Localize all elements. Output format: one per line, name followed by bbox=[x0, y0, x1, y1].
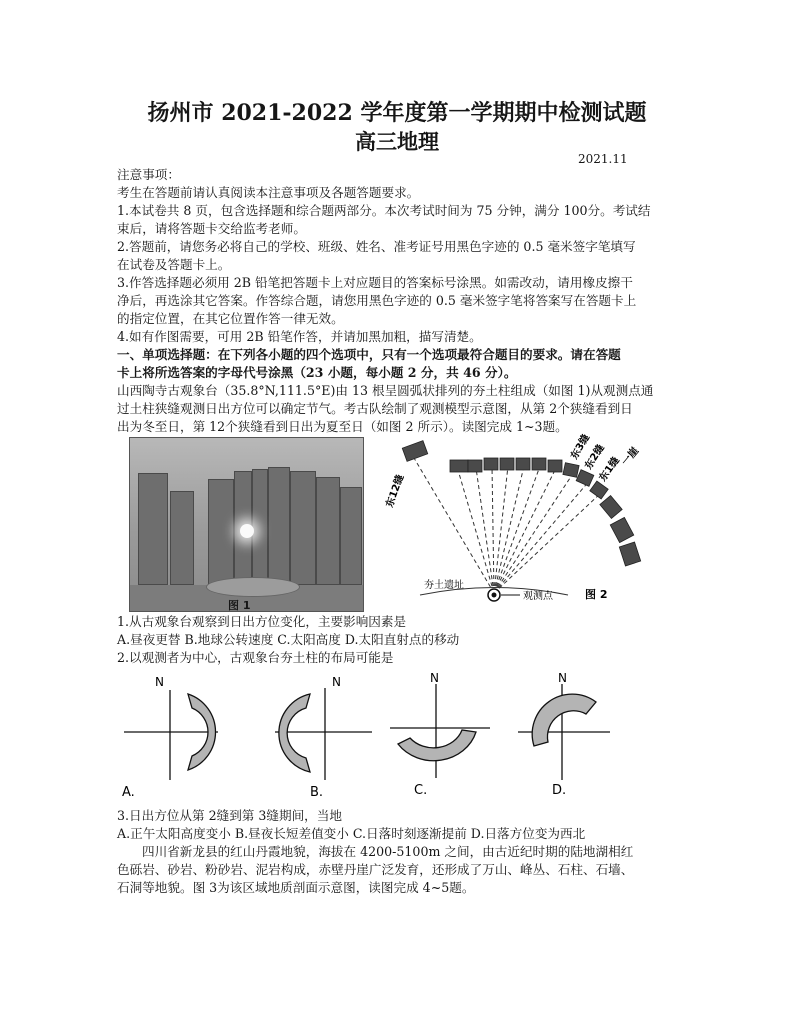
question-1-options: A.昼夜更替 B.地球公转速度 C.太阳高度 D.太阳直射点的移动 bbox=[117, 632, 460, 647]
observation-platform bbox=[206, 577, 300, 597]
question-1-stem: 1.从古观象台观察到日出方位变化，主要影响因素是 bbox=[117, 614, 407, 629]
pillar-blocks bbox=[402, 441, 640, 566]
notes-line: 净后，再选涂其它答案。作答综合题，请您用黑色字迹的 0.5 毫米签字笔将答案写在答题卡上 bbox=[117, 293, 637, 308]
section-heading: 卡上将所选答案的字母代号涂黑（23 小题，每小题 2 分，共 46 分）。 bbox=[117, 365, 517, 380]
north-label: N bbox=[430, 671, 439, 685]
passage-line: 山西陶寺古观象台（35.8°N,111.5°E)由 13 根呈圆弧状排列的夯土柱组成（如图 1)从观测点通 bbox=[117, 383, 654, 398]
notes-line: 考生在答题前请认真阅读本注意事项及各题答题要求。 bbox=[117, 185, 420, 200]
question-2-options-diagram bbox=[110, 668, 670, 808]
option-c-diagram bbox=[390, 671, 490, 798]
passage-2-line: 色砾岩、砂岩、粉砂岩、泥岩构成，赤壁丹崖广泛发育，还形成了万山、峰丛、石柱、石墙、 bbox=[117, 862, 634, 877]
passage-2-line: 石洞等地貌。图 3为该区域地质剖面示意图，读图完成 4~5题。 bbox=[117, 880, 475, 895]
label-extra: 一崖 bbox=[619, 445, 642, 468]
label-gap2: 东2缝 bbox=[583, 442, 607, 472]
figure-1-caption: 图 1 bbox=[228, 599, 251, 612]
notes-line: 束后，请将答题卡交给监考老师。 bbox=[117, 221, 306, 236]
passage-line: 过土柱狭缝观测日出方位可以确定节气。考古队绘制了观测模型示意图，从第 2个狭缝看到日 bbox=[117, 401, 633, 416]
option-b-label: B. bbox=[310, 785, 324, 800]
north-label: N bbox=[155, 675, 164, 689]
north-label: N bbox=[558, 671, 567, 685]
option-d-diagram bbox=[518, 671, 610, 798]
figure-2-diagram bbox=[380, 430, 670, 610]
question-3-options: A.正午太阳高度变小 B.昼夜长短差值变小 C.日落时刻逐渐提前 D.日落方位变为西北 bbox=[117, 826, 586, 841]
notes-line: 1.本试卷共 8 页，包含选择题和综合题两部分。本次考试时间为 75 分钟，满分 100分。考试结 bbox=[117, 203, 651, 218]
label-gap12: 东12缝 bbox=[384, 473, 407, 510]
notes-line: 的指定位置，在其它位置作答一律无效。 bbox=[117, 311, 344, 326]
option-a-diagram bbox=[122, 675, 218, 800]
passage-2-line: 四川省新龙县的红山丹霞地貌，海拔在 4200-5100m 之间，由古近纪时期的陆地湖相红 bbox=[142, 844, 634, 859]
question-3-stem: 3.日出方位从第 2缝到第 3缝期间，当地 bbox=[117, 808, 342, 823]
paper-subtitle: 高三地理 bbox=[355, 129, 439, 154]
notes-line: 2.答题前，请您务必将自己的学校、班级、姓名、准考证号用黑色字迹的 0.5 毫米签字笔填写 bbox=[117, 239, 636, 254]
notes-heading: 注意事项： bbox=[117, 167, 180, 182]
north-label: N bbox=[332, 675, 341, 689]
question-2-stem: 2.以观测者为中心，古观象台夯土柱的布局可能是 bbox=[117, 650, 394, 665]
notes-line: 在试卷及答题卡上。 bbox=[117, 257, 231, 272]
paper-title: 扬州市 2021-2022 学年度第一学期期中检测试题 bbox=[147, 100, 647, 126]
option-a-label: A. bbox=[122, 785, 135, 800]
sun-glare bbox=[240, 524, 254, 538]
label-gap1: 东1缝 bbox=[597, 455, 622, 484]
label-observe: 观测点 bbox=[523, 591, 553, 602]
section-heading: 一、单项选择题：在下列各小题的四个选项中，只有一个选项最符合题目的要求。请在答题 bbox=[117, 347, 621, 362]
option-c-label: C. bbox=[414, 783, 428, 798]
option-d-label: D. bbox=[552, 783, 567, 798]
option-b-diagram bbox=[275, 675, 372, 800]
figure-1-photo bbox=[129, 437, 364, 612]
figure-2-caption: 图 2 bbox=[585, 588, 608, 601]
label-ruins: 夯土遗址 bbox=[424, 580, 464, 591]
sight-lines bbox=[414, 458, 602, 593]
notes-line: 4.如有作图需要，可用 2B 铅笔作答，并请加黑加粗，描写清楚。 bbox=[117, 329, 482, 344]
notes-line: 3.作答选择题必须用 2B 铅笔把答题卡上对应题目的答案标号涂黑。如需改动，请用橡皮擦干 bbox=[117, 275, 633, 290]
paper-date: 2021.11 bbox=[578, 152, 628, 166]
passage-line: 出为冬至日，第 12个狭缝看到日出为夏至日（如图 2 所示）。读图完成 1~3题。 bbox=[117, 419, 568, 434]
label-gap3: 东3缝 bbox=[569, 432, 593, 462]
